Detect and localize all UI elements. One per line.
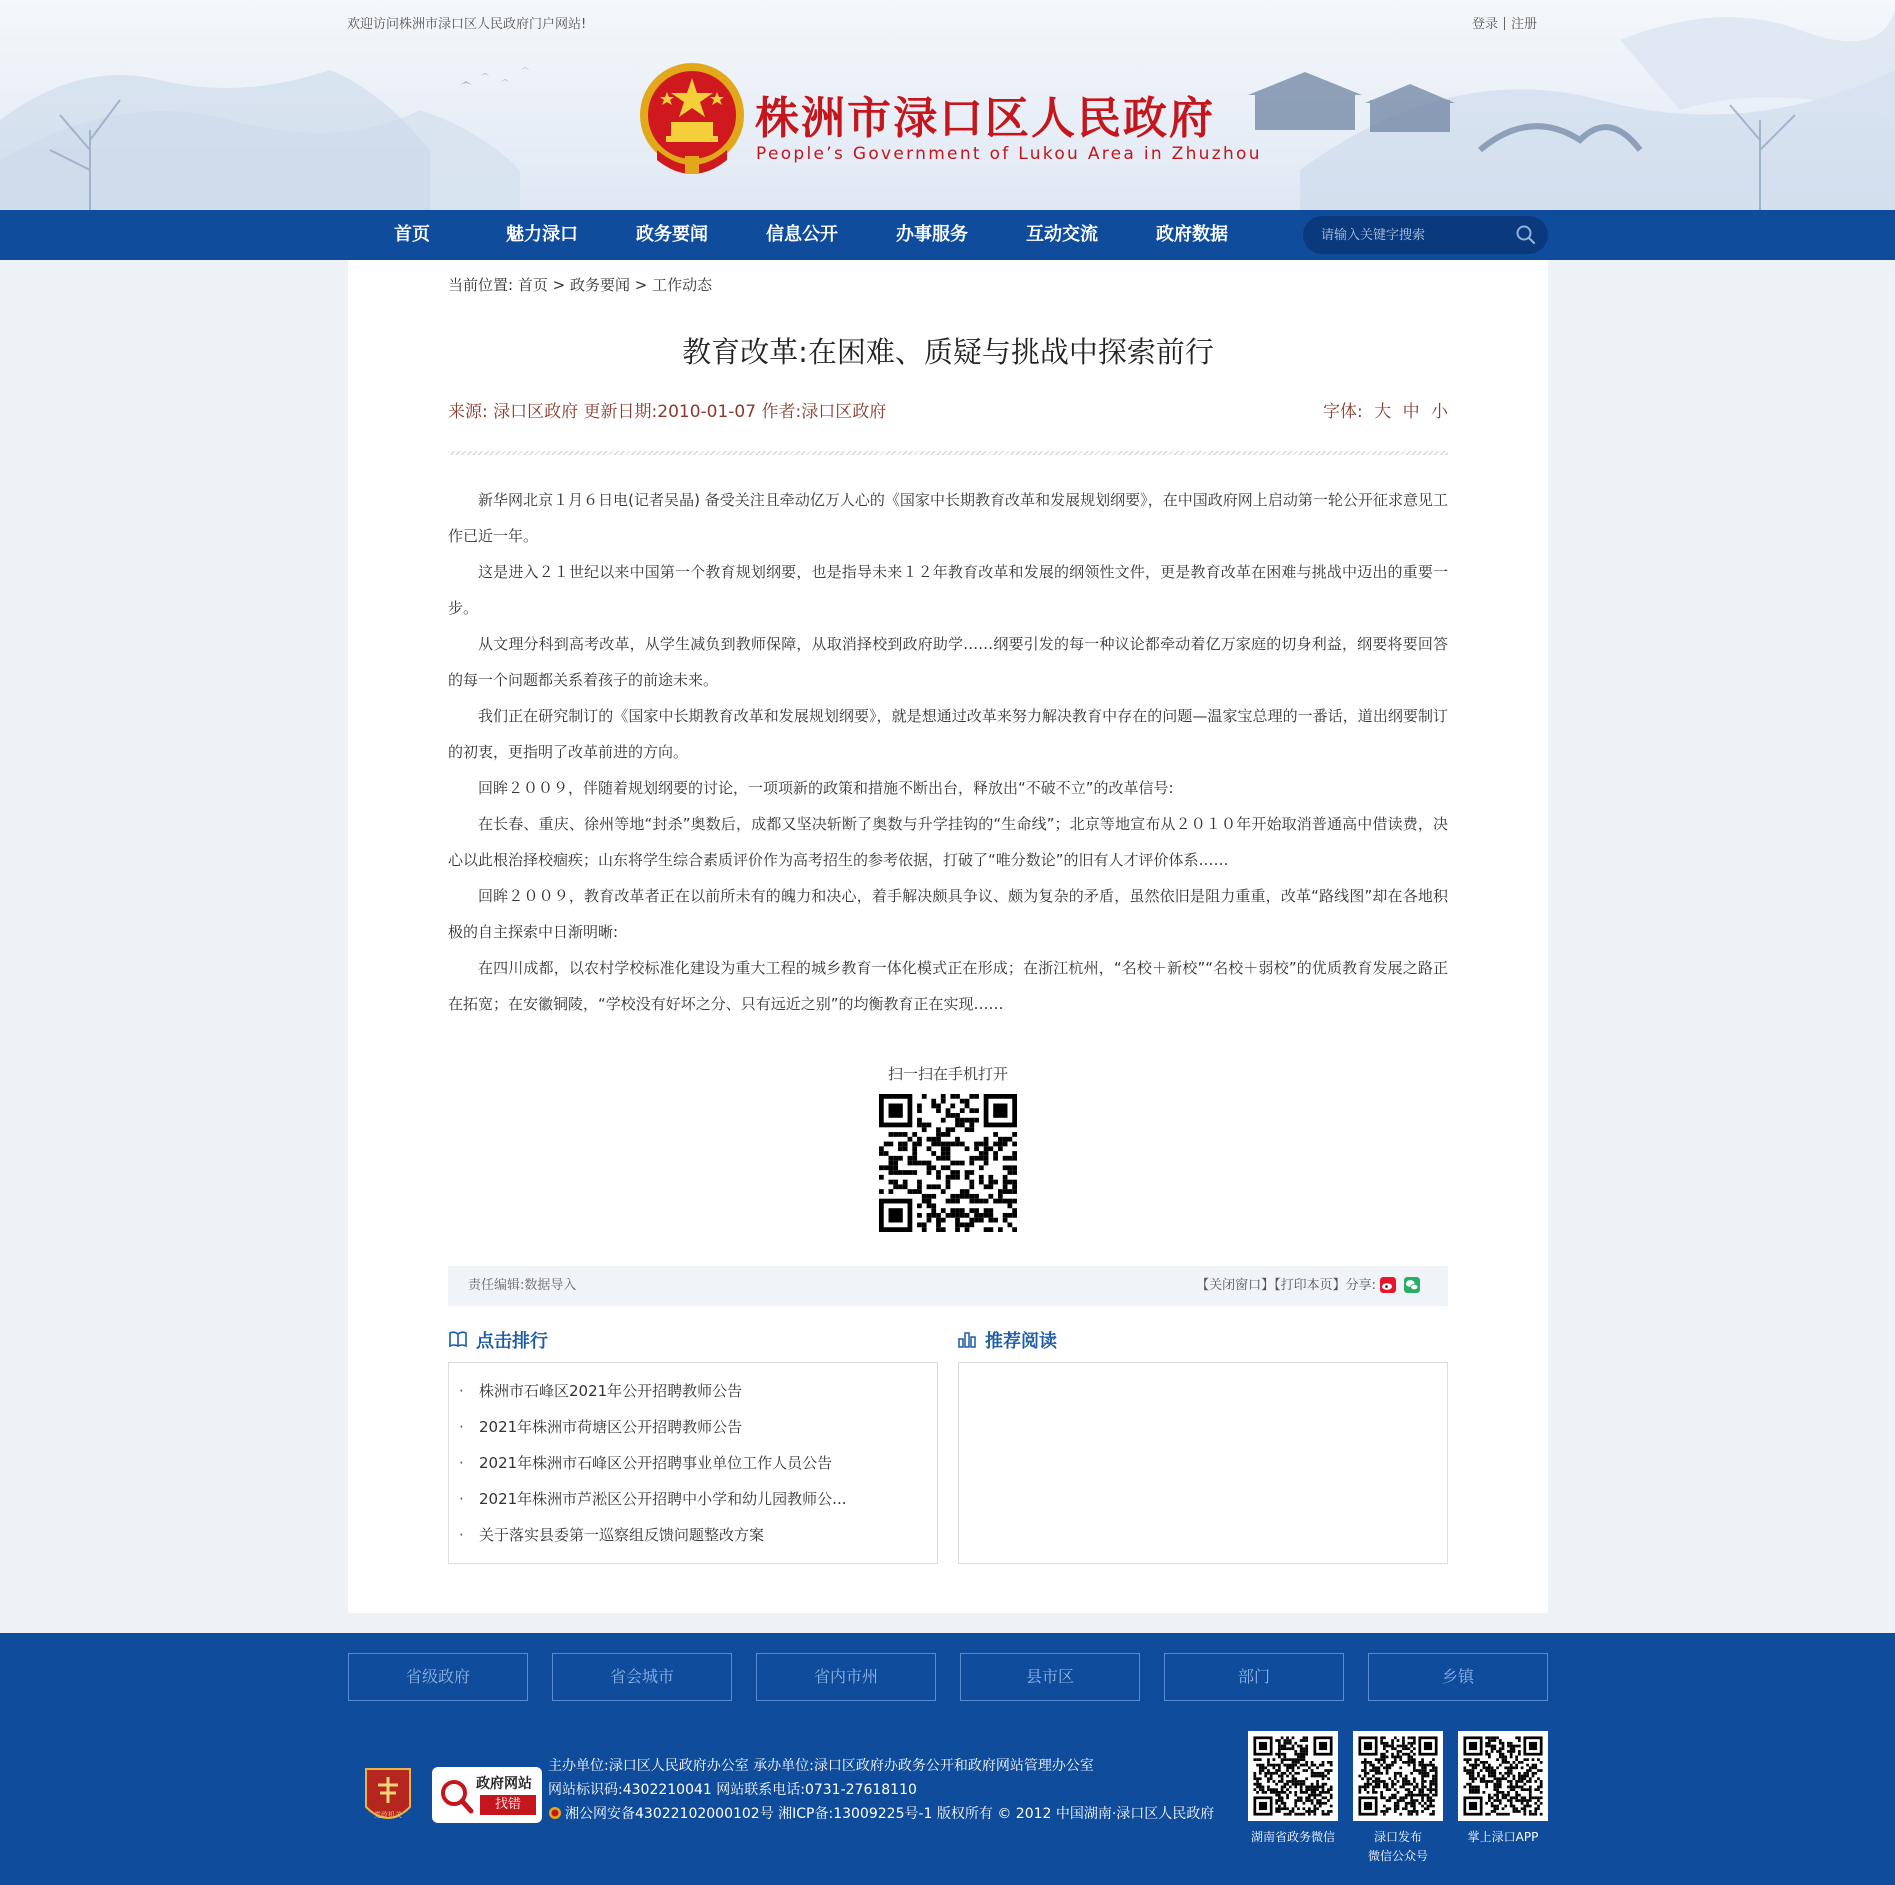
magnifier-icon	[438, 1775, 474, 1815]
article-panel	[348, 260, 1548, 1613]
font-size-label: 字体:	[1323, 402, 1363, 422]
article-paragraph: 回眸２００９，伴随着规划纲要的讨论，一项项新的政策和措施不断出台，释放出“不破不立”的改革信号:	[478, 779, 1174, 797]
gov-site-error-badge[interactable]: 政府网站 找错	[432, 1767, 542, 1823]
breadcrumb	[448, 274, 712, 295]
search-input[interactable]	[1321, 216, 1501, 254]
divider	[1504, 17, 1505, 30]
site-title: 株洲市渌口区人民政府	[755, 93, 1215, 144]
breadcrumb-news[interactable]: 政务要闻	[570, 276, 631, 294]
svg-text:党政机关: 党政机关	[374, 1811, 402, 1819]
recommend-title: 推荐阅读	[985, 1331, 1057, 1352]
nav-item-charm-lukou[interactable]: 魅力渌口	[506, 224, 578, 245]
nav-item-home[interactable]: 首页	[394, 224, 430, 245]
editor-bar	[448, 1266, 1448, 1306]
nav-item-interaction[interactable]: 互动交流	[1026, 224, 1098, 245]
nav-item-gov-data[interactable]: 政府数据	[1156, 224, 1228, 245]
font-size-medium[interactable]: 中	[1402, 402, 1420, 422]
footer-link-provincial-gov[interactable]: 省级政府	[348, 1653, 528, 1701]
article-paragraph: 这是进入２１世纪以来中国第一个教育规划纲要，也是指导未来１２年教育改革和发展的纲领性文件，更是教育改革在困难与挑战中迈出的重要一步。	[448, 563, 1448, 617]
book-icon	[448, 1329, 468, 1349]
recommend-box	[958, 1362, 1448, 1564]
login-link[interactable]: 登录	[1472, 17, 1499, 32]
nav-item-public-info[interactable]: 信息公开	[766, 224, 838, 245]
article-meta: 来源: 渌口区政府 更新日期:2010-01-07 作者:渌口区政府	[448, 402, 887, 422]
breadcrumb-separator: >	[552, 276, 566, 294]
list-item[interactable]: · 2021年株洲市荷塘区公开招聘教师公告	[459, 1418, 743, 1436]
main-nav	[0, 210, 1895, 260]
qr-code-icon	[1458, 1731, 1548, 1821]
footer-link-towns[interactable]: 乡镇	[1368, 1653, 1548, 1701]
breadcrumb-work-updates[interactable]: 工作动态	[652, 276, 713, 294]
editor-name: 责任编辑:数据导入	[468, 1278, 577, 1293]
article-title: 教育改革:在困难、质疑与挑战中探索前行	[682, 335, 1214, 369]
welcome-text: 欢迎访问株洲市渌口区人民政府门户网站!	[347, 17, 587, 32]
breadcrumb-separator: >	[634, 276, 648, 294]
breadcrumb-prefix: 当前位置:	[448, 276, 514, 294]
national-emblem-icon	[637, 60, 747, 176]
qr-code-icon	[1353, 1731, 1443, 1821]
nav-item-services[interactable]: 办事服务	[896, 224, 968, 245]
article-paragraph: 我们正在研究制订的《国家中长期教育改革和发展规划纲要》，就是想通过改革来努力解决教育中存在的问题—温家宝总理的一番话，道出纲要制订的初衷，更指明了改革前进的方向。	[448, 707, 1448, 761]
footer	[0, 1633, 1895, 1885]
header-banner	[0, 0, 1895, 210]
register-link[interactable]: 注册	[1511, 17, 1538, 32]
qr-label: 扫一扫在手机打开	[887, 1065, 1008, 1083]
qr-code-icon	[879, 1094, 1017, 1232]
footer-org-line: 主办单位:渌口区人民政府办公室 承办单位:渌口区政府办政务公开和政府网站管理办公室	[548, 1758, 1094, 1774]
search-icon[interactable]	[1514, 223, 1538, 247]
weibo-icon[interactable]	[1380, 1277, 1396, 1293]
qr-caption: 湖南省政务微信	[1250, 1830, 1335, 1844]
footer-link-departments[interactable]: 部门	[1164, 1653, 1344, 1701]
list-item[interactable]: · 株洲市石峰区2021年公开招聘教师公告	[459, 1382, 743, 1400]
share-label: 分享:	[1345, 1278, 1376, 1293]
article-paragraph: 回眸２００９，教育改革者正在以前所未有的魄力和决心，着手解决颇具争议、颇为复杂的矛盾，虽然依旧是阻力重重，改革“路线图”却在各地积极的自主探索中日渐明晰:	[448, 887, 1448, 941]
qr-caption: 渌口发布 微信公众号	[1367, 1830, 1428, 1863]
footer-id-line: 网站标识码:4302210041 网站联系电话:0731-27618110	[548, 1782, 917, 1798]
footer-icp-line: 湘公网安备43022102000102号 湘ICP备:13009225号-1 版权所有 © 2012 中国湖南·渌口区人民政府	[548, 1802, 1214, 1826]
party-gov-badge-icon[interactable]	[362, 1765, 414, 1829]
list-item[interactable]: · 2021年株洲市芦淞区公开招聘中小学和幼儿园教师公...	[459, 1490, 847, 1508]
close-window-link[interactable]: 【关闭窗口】	[1196, 1278, 1275, 1293]
qr-code-icon	[1248, 1731, 1338, 1821]
divider	[448, 451, 1448, 455]
site-subtitle: People’s Government of Lukou Area in Zhuzhou	[756, 144, 1262, 164]
ranking-list	[459, 1373, 846, 1553]
article-paragraph: 新华网北京１月６日电(记者吴晶) 备受关注且牵动亿万人心的《国家中长期教育改革和发展规划纲要》，在中国政府网上启动第一轮公开征求意见工作已近一年。	[448, 491, 1448, 545]
wechat-icon[interactable]	[1404, 1277, 1420, 1293]
article-paragraph: 从文理分科到高考改革，从学生减负到教师保障，从取消择校到政府助学……纲要引发的每一种议论都牵动着亿万家庭的切身利益，纲要将要回答的每一个问题都关系着孩子的前途未来。	[448, 635, 1448, 689]
font-size-small[interactable]: 小	[1431, 402, 1448, 422]
footer-info	[548, 1754, 1214, 1826]
article-paragraph: 在长春、重庆、徐州等地“封杀”奥数后，成都又坚决斩断了奥数与升学挂钩的“生命线”；北京等地宣布从２０１０年开始取消普通高中借读费，决心以此根治择校痼疾；山东将学生综合素质评价作为高考招生的参考依据，打破了“唯分数论”的旧有人才评价体系……	[448, 815, 1448, 869]
article-body	[448, 482, 1448, 1022]
print-page-link[interactable]: 【打印本页】	[1274, 1278, 1346, 1293]
footer-link-counties[interactable]: 县市区	[960, 1653, 1140, 1701]
bar-chart-icon	[957, 1329, 977, 1349]
list-item[interactable]: · 关于落实县委第一巡察组反馈问题整改方案	[459, 1526, 765, 1544]
account-links	[1472, 13, 1537, 32]
breadcrumb-home[interactable]: 首页	[517, 276, 548, 294]
police-badge-icon	[548, 1806, 562, 1820]
nav-item-news[interactable]: 政务要闻	[636, 224, 708, 245]
list-item[interactable]: · 2021年株洲市石峰区公开招聘事业单位工作人员公告	[459, 1454, 833, 1472]
footer-link-capital-cities[interactable]: 省会城市	[552, 1653, 732, 1701]
footer-link-prefectures[interactable]: 省内市州	[756, 1653, 936, 1701]
search-box	[1303, 216, 1548, 254]
qr-caption: 掌上渌口APP	[1467, 1830, 1539, 1844]
article-paragraph: 在四川成都，以农村学校标准化建设为重大工程的城乡教育一体化模式正在形成；在浙江杭州，“名校＋新校”“名校＋弱校”的优质教育发展之路正在拓宽；在安徽铜陵，“学校没有好坏之分、只有远近之别”的均衡教育正在实现……	[448, 959, 1448, 1013]
ranking-title: 点击排行	[476, 1331, 548, 1352]
font-size-large[interactable]: 大	[1374, 402, 1392, 422]
font-size-switcher	[1323, 397, 1448, 422]
ranking-box	[448, 1362, 938, 1564]
